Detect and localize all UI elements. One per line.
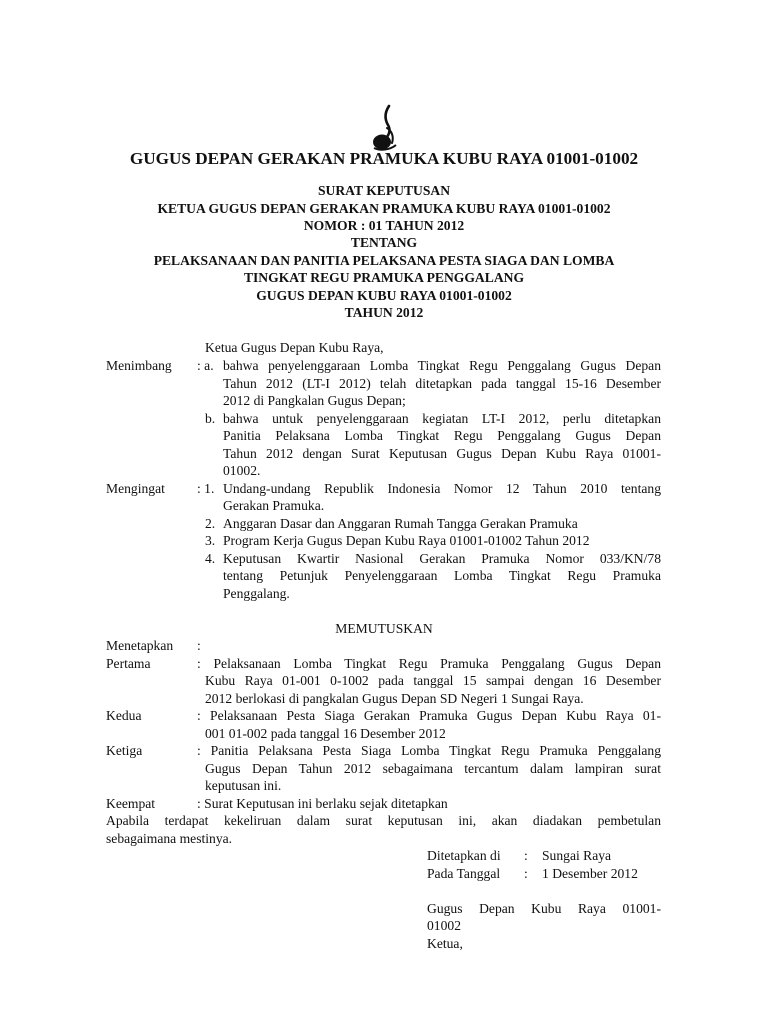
header-line-6: TINGKAT REGU PRAMUKA PENGGALANG — [243, 270, 525, 285]
menetapkan-colon: : — [197, 638, 201, 653]
pertama-line-3: 2012 berlokasi di pangkalan Gugus Depan SD Negeri 1 Sungai Raya. — [205, 691, 584, 706]
ketiga-line-1: : Panitia Pelaksana Pesta Siaga Lomba Tingkat Regu Pramuka Penggalang — [197, 743, 661, 758]
header-line-4: TENTANG — [350, 235, 418, 250]
closing-line-2: sebagaimana mestinya. — [106, 831, 233, 846]
mengingat-marker-4: 4. — [205, 551, 216, 566]
pertama-label: Pertama — [106, 656, 151, 671]
place-label: Ditetapkan di — [427, 848, 501, 863]
menimbang-label: Menimbang — [106, 358, 172, 373]
closing-line-1: Apabila terdapat kekeliruan dalam surat keputusan ini, akan diadakan pembetulan — [106, 813, 661, 828]
header-line-2: KETUA GUGUS DEPAN GERAKAN PRAMUKA KUBU RAYA 01001-01002 — [157, 201, 611, 216]
signature-org-line-1: Gugus Depan Kubu Raya 01001- — [427, 901, 661, 916]
menimbang-a-line-3: 2012 di Pangkalan Gugus Depan; — [223, 393, 406, 408]
header-line-7: GUGUS DEPAN KUBU RAYA 01001-01002 — [256, 288, 512, 303]
kedua-label: Kedua — [106, 708, 142, 723]
menimbang-b-line-2: Panitia Pelaksana Lomba Tingkat Regu Penggalang Gugus Depan — [223, 428, 661, 443]
ketiga-label: Ketiga — [106, 743, 143, 758]
mengingat-4-line-3: Penggalang. — [223, 586, 290, 601]
mengingat-4-line-1: Keputusan Kwartir Nasional Gerakan Pramuka Nomor 033/KN/78 — [223, 551, 661, 566]
mengingat-marker-3: 3. — [205, 533, 216, 548]
memutuskan-heading: MEMUTUSKAN — [335, 621, 433, 636]
place-value: Sungai Raya — [542, 848, 612, 863]
signature-org-line-2: 01002 — [427, 918, 461, 933]
document-title: GUGUS DEPAN GERAKAN PRAMUKA KUBU RAYA 01001-01002 — [129, 149, 639, 168]
menimbang-b-line-3: Tahun 2012 dengan Surat Keputusan Gugus Depan Kubu Raya 01001- — [223, 446, 661, 461]
mengingat-1-line-1: Undang-undang Republik Indonesia Nomor 12 Tahun 2010 tentang — [223, 481, 661, 496]
header-line-3: NOMOR : 01 TAHUN 2012 — [303, 218, 465, 233]
mengingat-marker-1: : 1. — [197, 481, 215, 496]
menimbang-marker-b: b. — [205, 411, 216, 426]
intro-text: Ketua Gugus Depan Kubu Raya, — [205, 340, 384, 355]
keempat-label: Keempat — [106, 796, 156, 811]
place-colon: : — [524, 848, 528, 863]
pertama-line-2: Kubu Raya 01-001 0-1002 pada tanggal 15 sampai dengan 16 Desember — [205, 673, 661, 688]
menimbang-marker-a: : a. — [197, 358, 214, 373]
date-label: Pada Tanggal — [427, 866, 501, 881]
tunas-kelapa-emblem — [368, 104, 404, 152]
mengingat-4-line-2: tentang Petunjuk Penyelenggaraan Lomba Tingkat Regu Pramuka — [223, 568, 661, 583]
menimbang-b-line-1: bahwa untuk penyelenggaraan kegiatan LT-I 2012, perlu ditetapkan — [223, 411, 661, 426]
kedua-line-2: 001 01-002 pada tanggal 16 Desember 2012 — [205, 726, 446, 741]
mengingat-marker-2: 2. — [205, 516, 216, 531]
date-colon: : — [524, 866, 528, 881]
header-line-5: PELAKSANAAN DAN PANITIA PELAKSANA PESTA SIAGA DAN LOMBA — [153, 253, 615, 268]
ketiga-line-3: keputusan ini. — [205, 778, 282, 793]
keempat-line-1: : Surat Keputusan ini berlaku sejak ditetapkan — [197, 796, 448, 811]
menimbang-a-line-2: Tahun 2012 (LT-I 2012) telah ditetapkan pada tanggal 15-16 Desember — [223, 376, 661, 391]
date-value: 1 Desember 2012 — [542, 866, 638, 881]
ketiga-line-2: Gugus Depan Tahun 2012 sebagaimana tercantum dalam lampiran surat — [205, 761, 661, 776]
mengingat-label: Mengingat — [106, 481, 165, 496]
mengingat-3-line-1: Program Kerja Gugus Depan Kubu Raya 01001-01002 Tahun 2012 — [223, 533, 590, 548]
pertama-line-1: : Pelaksanaan Lomba Tingkat Regu Pramuka Penggalang Gugus Depan — [197, 656, 661, 671]
header-line-1: SURAT KEPUTUSAN — [317, 183, 451, 198]
mengingat-1-line-2: Gerakan Pramuka. — [223, 498, 325, 513]
kedua-line-1: : Pelaksanaan Pesta Siaga Gerakan Pramuka Gugus Depan Kubu Raya 01- — [197, 708, 661, 723]
mengingat-2-line-1: Anggaran Dasar dan Anggaran Rumah Tangga Gerakan Pramuka — [223, 516, 578, 531]
header-line-8: TAHUN 2012 — [344, 305, 424, 320]
menimbang-b-line-4: 01002. — [223, 463, 261, 478]
menimbang-a-line-1: bahwa penyelenggaraan Lomba Tingkat Regu Penggalang Gugus Depan — [223, 358, 661, 373]
signature-role: Ketua, — [427, 936, 463, 951]
menetapkan-label: Menetapkan — [106, 638, 174, 653]
